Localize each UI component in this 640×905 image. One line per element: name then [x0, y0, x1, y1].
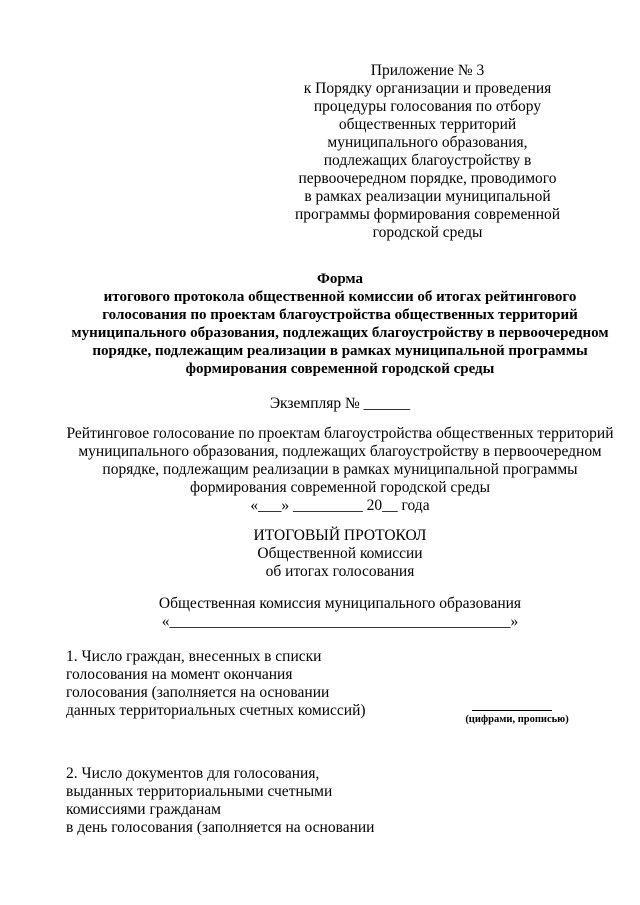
commission-label: Общественная комиссия муниципального образования: [158, 595, 522, 612]
appendix-line: подлежащих благоустройству в: [323, 152, 532, 169]
item-2: [66, 765, 396, 837]
appendix-line: Приложение № 3: [370, 62, 485, 79]
voting-date: «___» _________ 20__ года: [250, 497, 430, 514]
item-2-line: комиссиями гражданам: [66, 801, 221, 818]
appendix-line: общественных территорий: [338, 116, 517, 133]
item-1-line: 1. Число граждан, внесенных в списки: [66, 648, 322, 665]
appendix-line: к Порядку организации и проведения: [303, 80, 552, 97]
form-title-line: формирования современной городской среды: [185, 361, 495, 377]
item-1-line: голосования (заполняется на основании: [66, 684, 330, 701]
item-1-line: данных территориальных счетных комиссий): [66, 702, 366, 719]
protocol-subtitle: об итогах голосования: [265, 563, 415, 580]
form-title-line: итогового протокола общественной комиссии об итогах рейтингового: [103, 289, 577, 305]
form-title: [55, 270, 625, 378]
commission-block: [40, 595, 640, 631]
appendix-line: в рамках реализации муниципальной: [304, 188, 551, 205]
appendix-line: программы формирования современной: [294, 206, 561, 223]
copy-number: Экземпляр № ______: [269, 395, 411, 412]
voting-line: порядке, подлежащим реализации в рамках муниципальной программы: [102, 461, 578, 478]
appendix-line: муниципального образования,: [327, 134, 528, 151]
item-1-value-caption: (цифрами, прописью): [465, 714, 569, 725]
voting-description: [40, 425, 640, 515]
item-1: [66, 648, 396, 720]
form-title-line: муниципального образования, подлежащих благоустройству в первоочередном: [71, 325, 609, 341]
protocol-subtitle: Общественной комиссии: [257, 545, 423, 562]
appendix-line: первоочередном порядке, проводимого: [298, 170, 557, 187]
voting-line: муниципального образования, подлежащих благоустройству в первоочередном: [78, 443, 602, 460]
appendix-line: городской среды: [372, 224, 483, 241]
protocol-heading: [40, 527, 640, 581]
item-2-line: в день голосования (заполняется на основании: [66, 819, 375, 836]
item-1-line: голосования на момент окончания: [66, 666, 293, 683]
form-title-line: голосования по проектам благоустройства общественных территорий: [102, 307, 578, 323]
form-title-line: Форма: [316, 271, 364, 287]
appendix-line: процедуры голосования по отбору: [313, 98, 542, 115]
item-1-value-line: [472, 710, 552, 711]
voting-line: Рейтинговое голосование по проектам благоустройства общественных территорий: [66, 425, 614, 442]
item-2-line: выданных территориальными счетными: [66, 783, 333, 800]
item-2-line: 2. Число документов для голосования,: [66, 765, 320, 782]
commission-name-field: «____________________________________________»: [161, 613, 519, 630]
voting-line: формирования современной городской среды: [189, 479, 491, 496]
form-title-line: порядке, подлежащим реализации в рамках муниципальной программы: [92, 343, 588, 359]
appendix-header: [255, 62, 600, 242]
protocol-title: ИТОГОВЫЙ ПРОТОКОЛ: [253, 527, 427, 544]
